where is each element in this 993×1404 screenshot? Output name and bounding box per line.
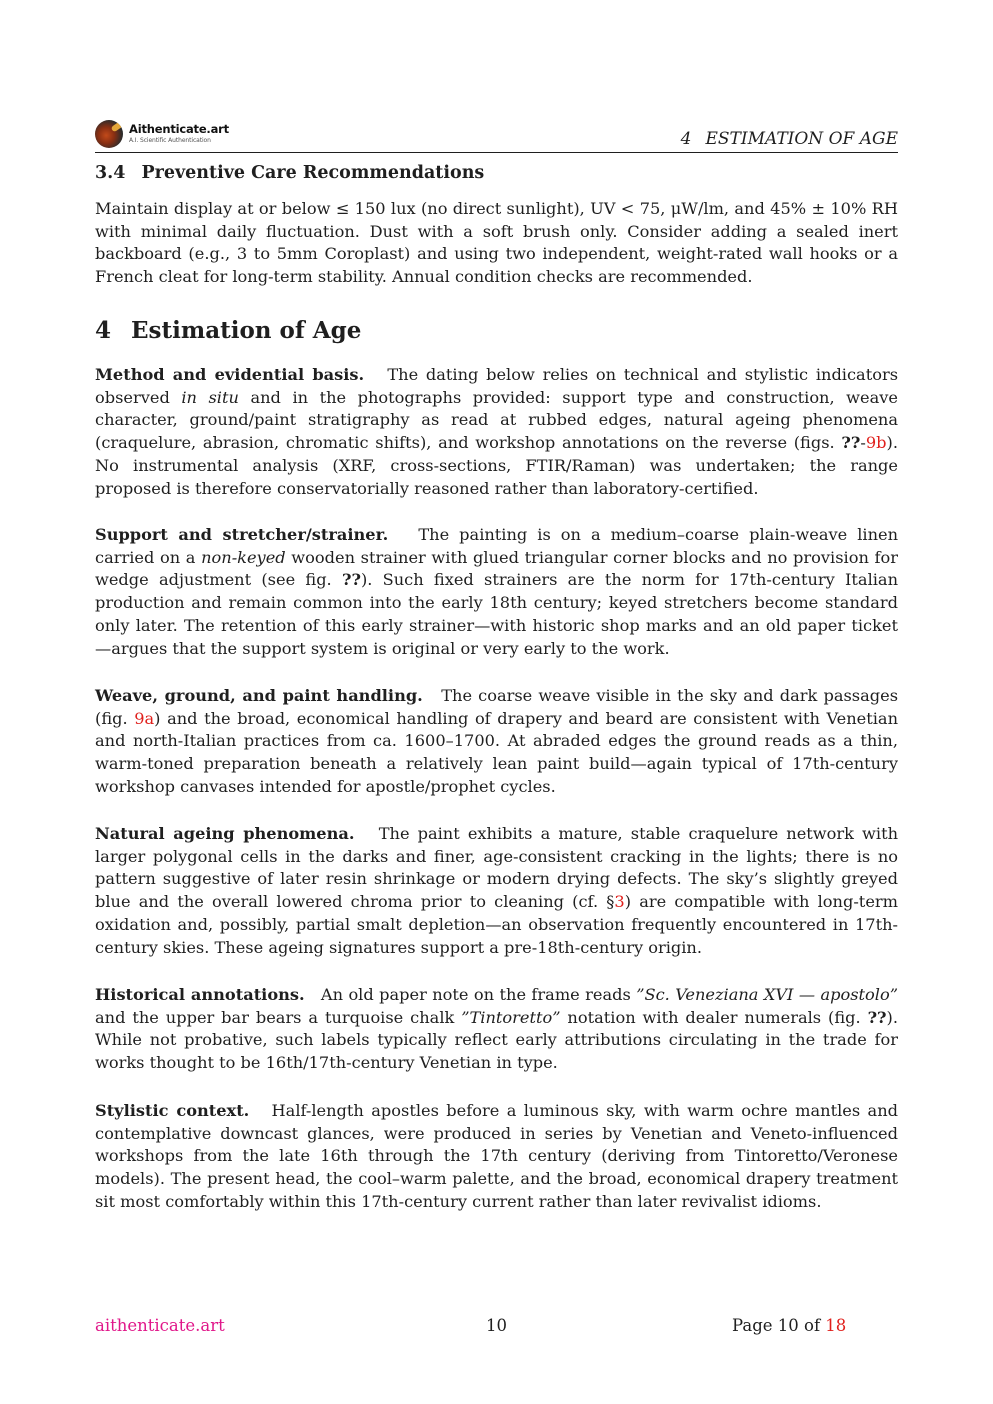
section-number: 4 xyxy=(95,317,112,344)
weave-text-2: ) and the broad, economical handling of drapery and beard are consistent with Venetian and north-Italian practices from ca. 1600–1700. At abraded edges the ground reads as a thin, warm-toned preparation beneath a relatively lean paint build—again typical of 17th-century workshop canvases intended for apostle/prophet cycles. xyxy=(95,708,899,796)
subsection-number: 3.4 xyxy=(95,163,126,183)
section-link-3[interactable]: 3 xyxy=(614,892,625,912)
footer-page-label: Page 10 of xyxy=(732,1316,826,1335)
brush-logo-icon xyxy=(95,120,123,148)
weave-paragraph xyxy=(95,685,898,799)
method-emphasis: in situ xyxy=(181,387,239,407)
support-emphasis: non-keyed xyxy=(201,547,286,567)
method-dash: - xyxy=(860,433,866,453)
stylistic-text-1: Half-length apostles before a luminous sky, with warm ochre mantles and contemplative downcast glances, were produced in series by Venetian and Veneto-influenced workshops from the late 16th through the 17th century (deriving from Tintoretto/Veronese models). The present head, the cool–warm palette, and the broad, economical drapery treatment sit most comfortably within this 17th-century current rather than later revivalist idioms. xyxy=(95,1101,898,1211)
ageing-text-1: The paint exhibits a mature, stable craquelure network with larger polygonal cells in the darks and finer, age-consistent cracking in the lights; there is no pattern suggestive of later resin shrinkage or modern drying defects. The sky’s slightly greyed blue and the overall lowered chroma prior to cleaning (cf. § xyxy=(95,824,898,912)
aithenticate-logo[interactable] xyxy=(95,118,255,150)
support-lead: Support and stretcher/strainer. xyxy=(95,525,389,544)
figure-link-9a[interactable]: 9a xyxy=(134,708,155,728)
logo-name: Aithenticate.art xyxy=(129,122,229,137)
footer-total-pages-link[interactable]: 18 xyxy=(825,1316,847,1335)
historical-paragraph xyxy=(95,984,898,1075)
historical-quote-2: ”Tintoretto” xyxy=(461,1007,561,1027)
missing-figure-ref: ?? xyxy=(867,1007,887,1027)
support-paragraph xyxy=(95,524,898,660)
logo-text xyxy=(129,124,229,144)
subsection-heading xyxy=(95,163,484,183)
section-title: Estimation of Age xyxy=(131,317,362,344)
historical-quote-1: ”Sc. Veneziana XVI — apostolo” xyxy=(636,985,898,1004)
missing-figure-ref: ?? xyxy=(341,570,361,590)
running-header xyxy=(681,129,898,149)
historical-lead: Historical annotations. xyxy=(95,985,305,1004)
stylistic-lead: Stylistic context. xyxy=(95,1101,250,1120)
footer-page-count xyxy=(732,1316,846,1335)
ageing-paragraph xyxy=(95,823,898,959)
footer-page-number: 10 xyxy=(486,1316,507,1335)
historical-text-1: An old paper note on the frame reads xyxy=(320,985,637,1004)
header-rule xyxy=(95,152,898,153)
running-header-number: 4 xyxy=(680,129,692,149)
missing-figure-ref: ?? xyxy=(841,433,861,453)
preventive-care-paragraph: Maintain display at or below ≤ 150 lux (no direct sunlight), UV < 75, μW/lm, and 45% ± 10% RH with minimal daily fluctuation. Dust with a soft brush only. Consider adding a sealed inert backboard (e.g., 3 to 5mm Coroplast) and using two independent, weight-rated wall hooks or a French cleat for long-term stability. Annual condition checks are recommended. xyxy=(95,199,898,287)
method-text-2: and in the photographs provided: support type and construction, weave character, ground/paint stratigraphy as read at rubbed edges, natural ageing phenomena (craquelure, abrasion, chromatic shifts), and workshop annotations on the reverse (figs. xyxy=(95,387,898,453)
historical-text-4: ). While not probative, such labels typically reflect early attributions circulating in the trade for works thought to be 16th/17th-century Venetian in type. xyxy=(95,1007,899,1073)
footer-site-link[interactable]: aithenticate.art xyxy=(95,1316,225,1335)
method-text-1: The dating below relies on technical and stylistic indicators observed xyxy=(95,365,898,407)
support-text-2: wooden strainer with glued triangular corner blocks and no provision for wedge adjustment (see fig. xyxy=(95,547,899,590)
ageing-text-2: ) are compatible with long-term oxidation and, possibly, partial smalt depletion—an observation frequently encountered in 17th-century skies. These ageing signatures support a pre-18th-century origin. xyxy=(95,892,898,957)
support-text-1: The painting is on a medium–coarse plain-weave linen carried on a xyxy=(95,525,899,567)
historical-text-3: notation with dealer numerals (fig. xyxy=(560,1007,868,1027)
weave-lead: Weave, ground, and paint handling. xyxy=(95,686,423,705)
ageing-lead: Natural ageing phenomena. xyxy=(95,824,355,843)
section-heading xyxy=(95,317,361,344)
historical-text-2: and the upper bar bears a turquoise chalk xyxy=(95,1007,462,1027)
subsection-title: Preventive Care Recommendations xyxy=(141,163,485,183)
weave-text-1: The coarse weave visible in the sky and dark passages (fig. xyxy=(95,686,899,728)
method-text-3: ). No instrumental analysis (XRF, cross-sections, FTIR/Raman) was undertaken; the range proposed is therefore conservatorially reasoned rather than laboratory-certified. xyxy=(95,433,898,498)
logo-tagline: A.I. Scientific Authentication xyxy=(129,136,211,144)
method-lead: Method and evidential basis. xyxy=(95,365,365,384)
figure-link-9b[interactable]: 9b xyxy=(865,433,887,453)
stylistic-paragraph xyxy=(95,1100,898,1214)
method-paragraph xyxy=(95,364,898,500)
support-text-3: ). Such fixed strainers are the norm for 17th-century Italian production and remain common into the early 18th century; keyed stretchers become standard only later. The retention of this early strainer—with historic shop marks and an old paper ticket—argues that the support system is original or very early to the work. xyxy=(95,570,898,658)
running-header-title: ESTIMATION OF AGE xyxy=(705,129,898,149)
